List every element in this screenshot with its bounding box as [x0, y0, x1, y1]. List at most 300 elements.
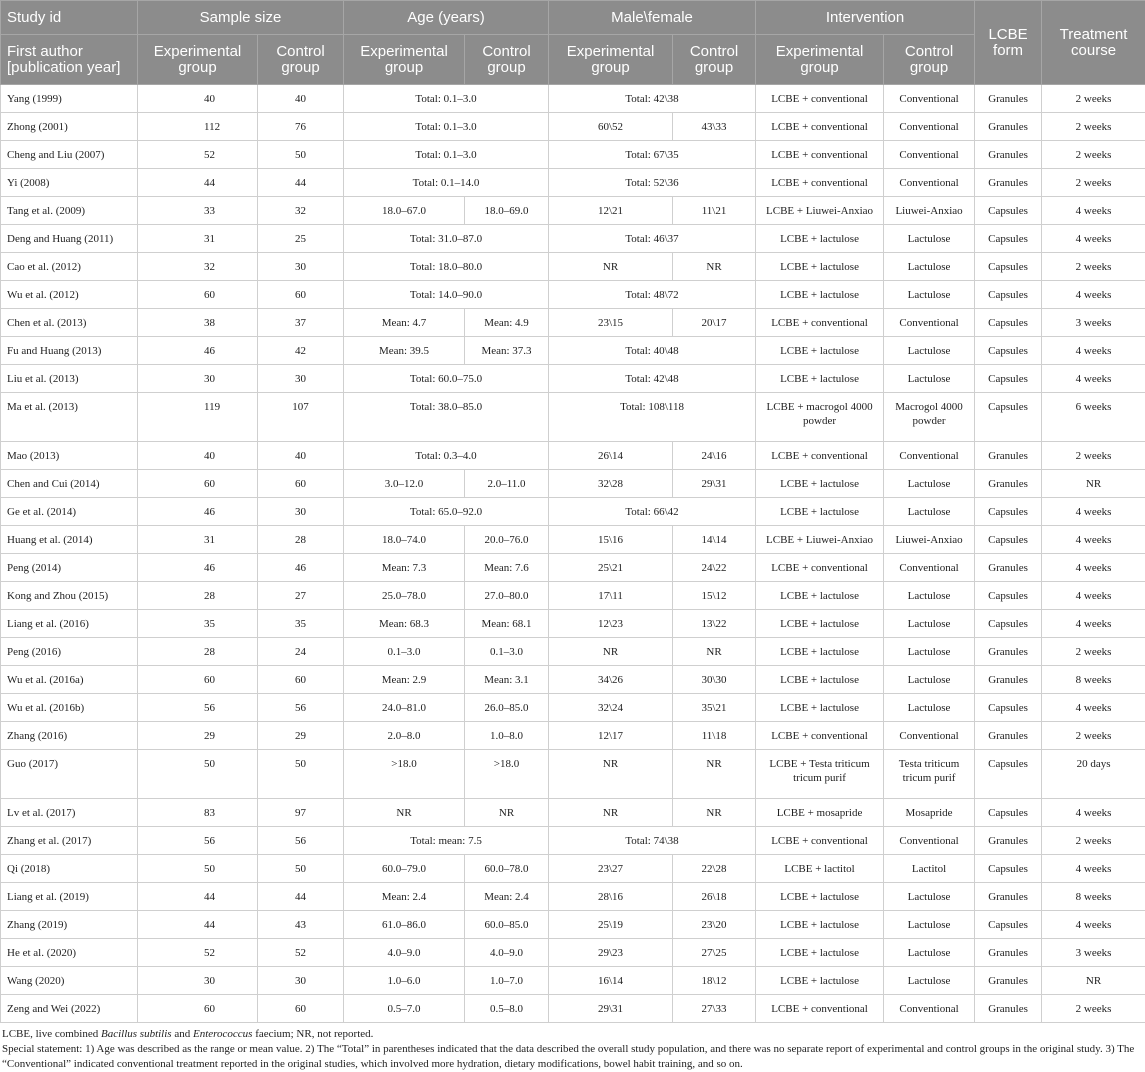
sex-control-cell: 35\21 [673, 694, 756, 722]
sample-experimental-cell: 60 [138, 666, 258, 694]
sample-experimental-cell: 38 [138, 309, 258, 337]
intervention-control-cell: Conventional [884, 169, 975, 197]
sample-control-cell: 30 [258, 967, 344, 995]
table-row [1, 225, 1145, 253]
table-row [1, 911, 1145, 939]
sample-control-cell: 97 [258, 799, 344, 827]
sample-experimental-cell: 119 [138, 393, 258, 442]
intervention-control-cell: Lactulose [884, 281, 975, 309]
intervention-control-cell: Conventional [884, 309, 975, 337]
header-intervention-experimental: Experimental group [756, 35, 884, 85]
intervention-experimental-cell: LCBE + conventional [756, 722, 884, 750]
lcbe-form-cell: Capsules [975, 582, 1042, 610]
lcbe-form-cell: Granules [975, 638, 1042, 666]
study-id-cell: Peng (2014) [1, 554, 138, 582]
sample-control-cell: 40 [258, 85, 344, 113]
header-sample-experimental: Experimental group [138, 35, 258, 85]
age-control-cell: 0.1–3.0 [465, 638, 549, 666]
sex-control-cell: NR [673, 638, 756, 666]
study-id-cell: Wu et al. (2016b) [1, 694, 138, 722]
age-total-cell: Total: 31.0–87.0 [344, 225, 549, 253]
lcbe-form-cell: Granules [975, 113, 1042, 141]
treatment-course-cell: 6 weeks [1042, 393, 1145, 442]
intervention-control-cell: Conventional [884, 995, 975, 1023]
sex-experimental-cell: 26\14 [549, 442, 673, 470]
treatment-course-cell: 4 weeks [1042, 911, 1145, 939]
sample-experimental-cell: 46 [138, 498, 258, 526]
intervention-experimental-cell: LCBE + conventional [756, 113, 884, 141]
sex-control-cell: 26\18 [673, 883, 756, 911]
table-row [1, 722, 1145, 750]
lcbe-form-cell: Capsules [975, 498, 1042, 526]
table-footnote [0, 1023, 1145, 1072]
table-row [1, 995, 1145, 1023]
table-row [1, 498, 1145, 526]
sample-experimental-cell: 40 [138, 85, 258, 113]
age-experimental-cell: 4.0–9.0 [344, 939, 465, 967]
treatment-course-cell: 2 weeks [1042, 169, 1145, 197]
sex-total-cell: Total: 67\35 [549, 141, 756, 169]
intervention-control-cell: Lactitol [884, 855, 975, 883]
sex-control-cell: 24\16 [673, 442, 756, 470]
intervention-control-cell: Lactulose [884, 939, 975, 967]
table-row [1, 470, 1145, 498]
sex-control-cell: 11\21 [673, 197, 756, 225]
table-row [1, 365, 1145, 393]
lcbe-form-cell: Granules [975, 666, 1042, 694]
sample-control-cell: 44 [258, 169, 344, 197]
table-row [1, 393, 1145, 442]
sample-control-cell: 25 [258, 225, 344, 253]
lcbe-form-cell: Capsules [975, 911, 1042, 939]
intervention-control-cell: Lactulose [884, 911, 975, 939]
special-statement: Special statement: 1) Age was described as the range or mean value. 2) The “Total” in parentheses indicated that the data described the overall study population, and there was no separate report of experimental and control groups in the original study. 3) The “Conventional” indicated conventional treatment reported in the original studies, which involved more hydration, dietary modifications, bowel habit training, and so on. [2, 1042, 1143, 1072]
sex-experimental-cell: 25\21 [549, 554, 673, 582]
sex-experimental-cell: 12\23 [549, 610, 673, 638]
header-age-experimental: Experimental group [344, 35, 465, 85]
sample-control-cell: 56 [258, 694, 344, 722]
intervention-control-cell: Lactulose [884, 883, 975, 911]
treatment-course-cell: 4 weeks [1042, 337, 1145, 365]
table-row [1, 554, 1145, 582]
age-total-cell: Total: 0.1–3.0 [344, 85, 549, 113]
treatment-course-cell: NR [1042, 470, 1145, 498]
treatment-course-cell: NR [1042, 967, 1145, 995]
lcbe-form-cell: Granules [975, 442, 1042, 470]
age-control-cell: Mean: 3.1 [465, 666, 549, 694]
table-row [1, 253, 1145, 281]
sex-experimental-cell: 32\24 [549, 694, 673, 722]
sample-experimental-cell: 40 [138, 442, 258, 470]
age-total-cell: Total: 0.1–3.0 [344, 141, 549, 169]
sample-experimental-cell: 60 [138, 281, 258, 309]
sex-total-cell: Total: 108\118 [549, 393, 756, 442]
intervention-experimental-cell: LCBE + Liuwei-Anxiao [756, 526, 884, 554]
study-id-cell: Liu et al. (2013) [1, 365, 138, 393]
sample-control-cell: 27 [258, 582, 344, 610]
intervention-control-cell: Conventional [884, 442, 975, 470]
age-control-cell: 0.5–8.0 [465, 995, 549, 1023]
treatment-course-cell: 4 weeks [1042, 694, 1145, 722]
age-experimental-cell: 18.0–74.0 [344, 526, 465, 554]
lcbe-form-cell: Capsules [975, 253, 1042, 281]
sex-control-cell: 13\22 [673, 610, 756, 638]
age-control-cell: Mean: 37.3 [465, 337, 549, 365]
sample-experimental-cell: 56 [138, 827, 258, 855]
age-control-cell: 20.0–76.0 [465, 526, 549, 554]
lcbe-form-cell: Capsules [975, 337, 1042, 365]
treatment-course-cell: 4 weeks [1042, 197, 1145, 225]
study-id-cell: Huang et al. (2014) [1, 526, 138, 554]
intervention-experimental-cell: LCBE + mosapride [756, 799, 884, 827]
age-control-cell: 60.0–85.0 [465, 911, 549, 939]
intervention-control-cell: Conventional [884, 141, 975, 169]
intervention-control-cell: Lactulose [884, 638, 975, 666]
sample-experimental-cell: 56 [138, 694, 258, 722]
table-row [1, 883, 1145, 911]
intervention-experimental-cell: LCBE + Liuwei-Anxiao [756, 197, 884, 225]
lcbe-form-cell: Granules [975, 939, 1042, 967]
sex-experimental-cell: 29\31 [549, 995, 673, 1023]
sample-experimental-cell: 35 [138, 610, 258, 638]
lcbe-form-cell: Granules [975, 141, 1042, 169]
lcbe-form-cell: Capsules [975, 197, 1042, 225]
study-id-cell: Wu et al. (2016a) [1, 666, 138, 694]
lcbe-form-cell: Capsules [975, 281, 1042, 309]
intervention-experimental-cell: LCBE + macrogol 4000 powder [756, 393, 884, 442]
header-sample-control: Control group [258, 35, 344, 85]
intervention-control-cell: Lactulose [884, 666, 975, 694]
treatment-course-cell: 2 weeks [1042, 85, 1145, 113]
sample-control-cell: 43 [258, 911, 344, 939]
sample-control-cell: 30 [258, 253, 344, 281]
intervention-experimental-cell: LCBE + lactulose [756, 337, 884, 365]
header-sex-control: Control group [673, 35, 756, 85]
treatment-course-cell: 2 weeks [1042, 995, 1145, 1023]
table-row [1, 309, 1145, 337]
lcbe-form-cell: Capsules [975, 225, 1042, 253]
sex-total-cell: Total: 48\72 [549, 281, 756, 309]
age-control-cell: 1.0–7.0 [465, 967, 549, 995]
intervention-control-cell: Lactulose [884, 253, 975, 281]
study-id-cell: Fu and Huang (2013) [1, 337, 138, 365]
treatment-course-cell: 2 weeks [1042, 141, 1145, 169]
sample-control-cell: 30 [258, 365, 344, 393]
sex-experimental-cell: 12\21 [549, 197, 673, 225]
sample-experimental-cell: 44 [138, 169, 258, 197]
age-control-cell: 2.0–11.0 [465, 470, 549, 498]
sample-experimental-cell: 52 [138, 939, 258, 967]
table-row [1, 85, 1145, 113]
sample-experimental-cell: 28 [138, 582, 258, 610]
sex-experimental-cell: 28\16 [549, 883, 673, 911]
sex-control-cell: 30\30 [673, 666, 756, 694]
sex-control-cell: 24\22 [673, 554, 756, 582]
intervention-control-cell: Testa triticum tricum purif [884, 750, 975, 799]
sex-experimental-cell: 12\17 [549, 722, 673, 750]
age-experimental-cell: Mean: 68.3 [344, 610, 465, 638]
lcbe-form-cell: Granules [975, 85, 1042, 113]
abbreviation-note: LCBE, live combined Bacillus subtilis and Enterococcus faecium; NR, not reported. [2, 1027, 1143, 1042]
age-experimental-cell: 25.0–78.0 [344, 582, 465, 610]
age-experimental-cell: 18.0–67.0 [344, 197, 465, 225]
study-id-cell: He et al. (2020) [1, 939, 138, 967]
intervention-experimental-cell: LCBE + lactulose [756, 967, 884, 995]
intervention-experimental-cell: LCBE + lactulose [756, 911, 884, 939]
treatment-course-cell: 2 weeks [1042, 442, 1145, 470]
lcbe-form-cell: Granules [975, 995, 1042, 1023]
lcbe-form-cell: Capsules [975, 694, 1042, 722]
sex-control-cell: 15\12 [673, 582, 756, 610]
sample-experimental-cell: 60 [138, 470, 258, 498]
sample-control-cell: 28 [258, 526, 344, 554]
age-control-cell: 27.0–80.0 [465, 582, 549, 610]
sex-control-cell: 29\31 [673, 470, 756, 498]
table-row [1, 666, 1145, 694]
intervention-control-cell: Lactulose [884, 498, 975, 526]
sex-control-cell: 43\33 [673, 113, 756, 141]
treatment-course-cell: 2 weeks [1042, 827, 1145, 855]
intervention-control-cell: Lactulose [884, 365, 975, 393]
intervention-control-cell: Lactulose [884, 694, 975, 722]
age-total-cell: Total: 18.0–80.0 [344, 253, 549, 281]
age-total-cell: Total: 60.0–75.0 [344, 365, 549, 393]
sample-experimental-cell: 44 [138, 883, 258, 911]
age-experimental-cell: 0.5–7.0 [344, 995, 465, 1023]
sample-control-cell: 52 [258, 939, 344, 967]
study-id-cell: Cheng and Liu (2007) [1, 141, 138, 169]
study-id-cell: Guo (2017) [1, 750, 138, 799]
treatment-course-cell: 3 weeks [1042, 939, 1145, 967]
intervention-experimental-cell: LCBE + conventional [756, 169, 884, 197]
table-row [1, 638, 1145, 666]
table-row [1, 610, 1145, 638]
header-intervention-control: Control group [884, 35, 975, 85]
sex-control-cell: 22\28 [673, 855, 756, 883]
intervention-control-cell: Conventional [884, 827, 975, 855]
header-first-author: First author [publication year] [1, 35, 138, 85]
treatment-course-cell: 4 weeks [1042, 526, 1145, 554]
sex-experimental-cell: 23\27 [549, 855, 673, 883]
study-id-cell: Zhong (2001) [1, 113, 138, 141]
study-id-cell: Tang et al. (2009) [1, 197, 138, 225]
sample-experimental-cell: 83 [138, 799, 258, 827]
intervention-experimental-cell: LCBE + conventional [756, 141, 884, 169]
age-experimental-cell: Mean: 4.7 [344, 309, 465, 337]
sample-control-cell: 40 [258, 442, 344, 470]
header-intervention: Intervention [756, 1, 975, 35]
table-row [1, 442, 1145, 470]
age-total-cell: Total: 0.1–14.0 [344, 169, 549, 197]
treatment-course-cell: 4 weeks [1042, 610, 1145, 638]
intervention-experimental-cell: LCBE + lactulose [756, 582, 884, 610]
table-row [1, 337, 1145, 365]
treatment-course-cell: 2 weeks [1042, 722, 1145, 750]
treatment-course-cell: 8 weeks [1042, 883, 1145, 911]
sex-total-cell: Total: 52\36 [549, 169, 756, 197]
age-experimental-cell: 3.0–12.0 [344, 470, 465, 498]
age-total-cell: Total: mean: 7.5 [344, 827, 549, 855]
age-experimental-cell: Mean: 39.5 [344, 337, 465, 365]
sex-total-cell: Total: 74\38 [549, 827, 756, 855]
intervention-control-cell: Liuwei-Anxiao [884, 197, 975, 225]
sex-control-cell: NR [673, 799, 756, 827]
sex-experimental-cell: 15\16 [549, 526, 673, 554]
table-header [1, 1, 1145, 85]
table-row [1, 197, 1145, 225]
intervention-control-cell: Conventional [884, 554, 975, 582]
sample-experimental-cell: 31 [138, 526, 258, 554]
lcbe-form-cell: Granules [975, 827, 1042, 855]
lcbe-form-cell: Capsules [975, 799, 1042, 827]
table-row [1, 939, 1145, 967]
intervention-experimental-cell: LCBE + lactulose [756, 610, 884, 638]
study-id-cell: Kong and Zhou (2015) [1, 582, 138, 610]
sex-experimental-cell: 17\11 [549, 582, 673, 610]
lcbe-form-cell: Granules [975, 967, 1042, 995]
lcbe-form-cell: Capsules [975, 526, 1042, 554]
header-lcbe-form: LCBE form [975, 1, 1042, 85]
study-id-cell: Cao et al. (2012) [1, 253, 138, 281]
intervention-control-cell: Conventional [884, 85, 975, 113]
sample-experimental-cell: 52 [138, 141, 258, 169]
intervention-control-cell: Lactulose [884, 610, 975, 638]
lcbe-form-cell: Capsules [975, 365, 1042, 393]
intervention-experimental-cell: LCBE + conventional [756, 554, 884, 582]
study-id-cell: Zeng and Wei (2022) [1, 995, 138, 1023]
sex-control-cell: 14\14 [673, 526, 756, 554]
lcbe-form-cell: Granules [975, 470, 1042, 498]
intervention-experimental-cell: LCBE + conventional [756, 995, 884, 1023]
header-study-id: Study id [1, 1, 138, 35]
sex-control-cell: NR [673, 750, 756, 799]
age-control-cell: NR [465, 799, 549, 827]
sample-control-cell: 107 [258, 393, 344, 442]
sex-total-cell: Total: 40\48 [549, 337, 756, 365]
study-id-cell: Deng and Huang (2011) [1, 225, 138, 253]
sample-experimental-cell: 50 [138, 750, 258, 799]
sex-control-cell: 11\18 [673, 722, 756, 750]
table-row [1, 526, 1145, 554]
sex-total-cell: Total: 42\48 [549, 365, 756, 393]
intervention-control-cell: Conventional [884, 722, 975, 750]
sample-experimental-cell: 30 [138, 967, 258, 995]
age-control-cell: Mean: 7.6 [465, 554, 549, 582]
sample-control-cell: 60 [258, 470, 344, 498]
sample-experimental-cell: 29 [138, 722, 258, 750]
study-id-cell: Yang (1999) [1, 85, 138, 113]
sex-experimental-cell: 60\52 [549, 113, 673, 141]
treatment-course-cell: 4 weeks [1042, 582, 1145, 610]
treatment-course-cell: 2 weeks [1042, 638, 1145, 666]
age-control-cell: 18.0–69.0 [465, 197, 549, 225]
sample-experimental-cell: 46 [138, 337, 258, 365]
intervention-control-cell: Mosapride [884, 799, 975, 827]
study-id-cell: Mao (2013) [1, 442, 138, 470]
study-id-cell: Wang (2020) [1, 967, 138, 995]
sample-experimental-cell: 30 [138, 365, 258, 393]
intervention-experimental-cell: LCBE + lactulose [756, 883, 884, 911]
study-id-cell: Qi (2018) [1, 855, 138, 883]
treatment-course-cell: 8 weeks [1042, 666, 1145, 694]
sex-control-cell: NR [673, 253, 756, 281]
sample-control-cell: 35 [258, 610, 344, 638]
sex-control-cell: 23\20 [673, 911, 756, 939]
treatment-course-cell: 2 weeks [1042, 253, 1145, 281]
treatment-course-cell: 4 weeks [1042, 498, 1145, 526]
sample-control-cell: 42 [258, 337, 344, 365]
table-row [1, 113, 1145, 141]
sex-experimental-cell: 25\19 [549, 911, 673, 939]
study-id-cell: Liang et al. (2019) [1, 883, 138, 911]
age-control-cell: 26.0–85.0 [465, 694, 549, 722]
treatment-course-cell: 4 weeks [1042, 799, 1145, 827]
sample-experimental-cell: 28 [138, 638, 258, 666]
intervention-experimental-cell: LCBE + lactulose [756, 281, 884, 309]
sex-control-cell: 27\25 [673, 939, 756, 967]
sample-control-cell: 46 [258, 554, 344, 582]
table-row [1, 281, 1145, 309]
sample-experimental-cell: 50 [138, 855, 258, 883]
table-row [1, 750, 1145, 799]
study-id-cell: Wu et al. (2012) [1, 281, 138, 309]
header-age: Age (years) [344, 1, 549, 35]
treatment-course-cell: 4 weeks [1042, 855, 1145, 883]
sex-total-cell: Total: 42\38 [549, 85, 756, 113]
intervention-experimental-cell: LCBE + Testa triticum tricum purif [756, 750, 884, 799]
study-id-cell: Liang et al. (2016) [1, 610, 138, 638]
age-control-cell: 4.0–9.0 [465, 939, 549, 967]
sex-total-cell: Total: 46\37 [549, 225, 756, 253]
header-age-control: Control group [465, 35, 549, 85]
sex-experimental-cell: NR [549, 638, 673, 666]
lcbe-form-cell: Granules [975, 722, 1042, 750]
lcbe-form-cell: Capsules [975, 610, 1042, 638]
sample-experimental-cell: 32 [138, 253, 258, 281]
treatment-course-cell: 4 weeks [1042, 281, 1145, 309]
lcbe-form-cell: Granules [975, 169, 1042, 197]
treatment-course-cell: 4 weeks [1042, 365, 1145, 393]
intervention-experimental-cell: LCBE + conventional [756, 827, 884, 855]
sex-experimental-cell: NR [549, 799, 673, 827]
sex-experimental-cell: 29\23 [549, 939, 673, 967]
table-row [1, 141, 1145, 169]
sample-control-cell: 60 [258, 281, 344, 309]
age-experimental-cell: 60.0–79.0 [344, 855, 465, 883]
lcbe-form-cell: Capsules [975, 855, 1042, 883]
table-row [1, 799, 1145, 827]
header-treatment-course: Treatment course [1042, 1, 1145, 85]
age-control-cell: Mean: 68.1 [465, 610, 549, 638]
sample-control-cell: 50 [258, 855, 344, 883]
intervention-experimental-cell: LCBE + lactulose [756, 666, 884, 694]
sample-control-cell: 50 [258, 750, 344, 799]
intervention-experimental-cell: LCBE + lactitol [756, 855, 884, 883]
table-body [1, 85, 1145, 1023]
age-experimental-cell: 61.0–86.0 [344, 911, 465, 939]
header-sample-size: Sample size [138, 1, 344, 35]
sex-control-cell: 20\17 [673, 309, 756, 337]
treatment-course-cell: 4 weeks [1042, 554, 1145, 582]
age-experimental-cell: >18.0 [344, 750, 465, 799]
sample-experimental-cell: 44 [138, 911, 258, 939]
study-id-cell: Ge et al. (2014) [1, 498, 138, 526]
study-id-cell: Chen and Cui (2014) [1, 470, 138, 498]
age-control-cell: >18.0 [465, 750, 549, 799]
age-experimental-cell: 1.0–6.0 [344, 967, 465, 995]
table-row [1, 582, 1145, 610]
table-row [1, 967, 1145, 995]
